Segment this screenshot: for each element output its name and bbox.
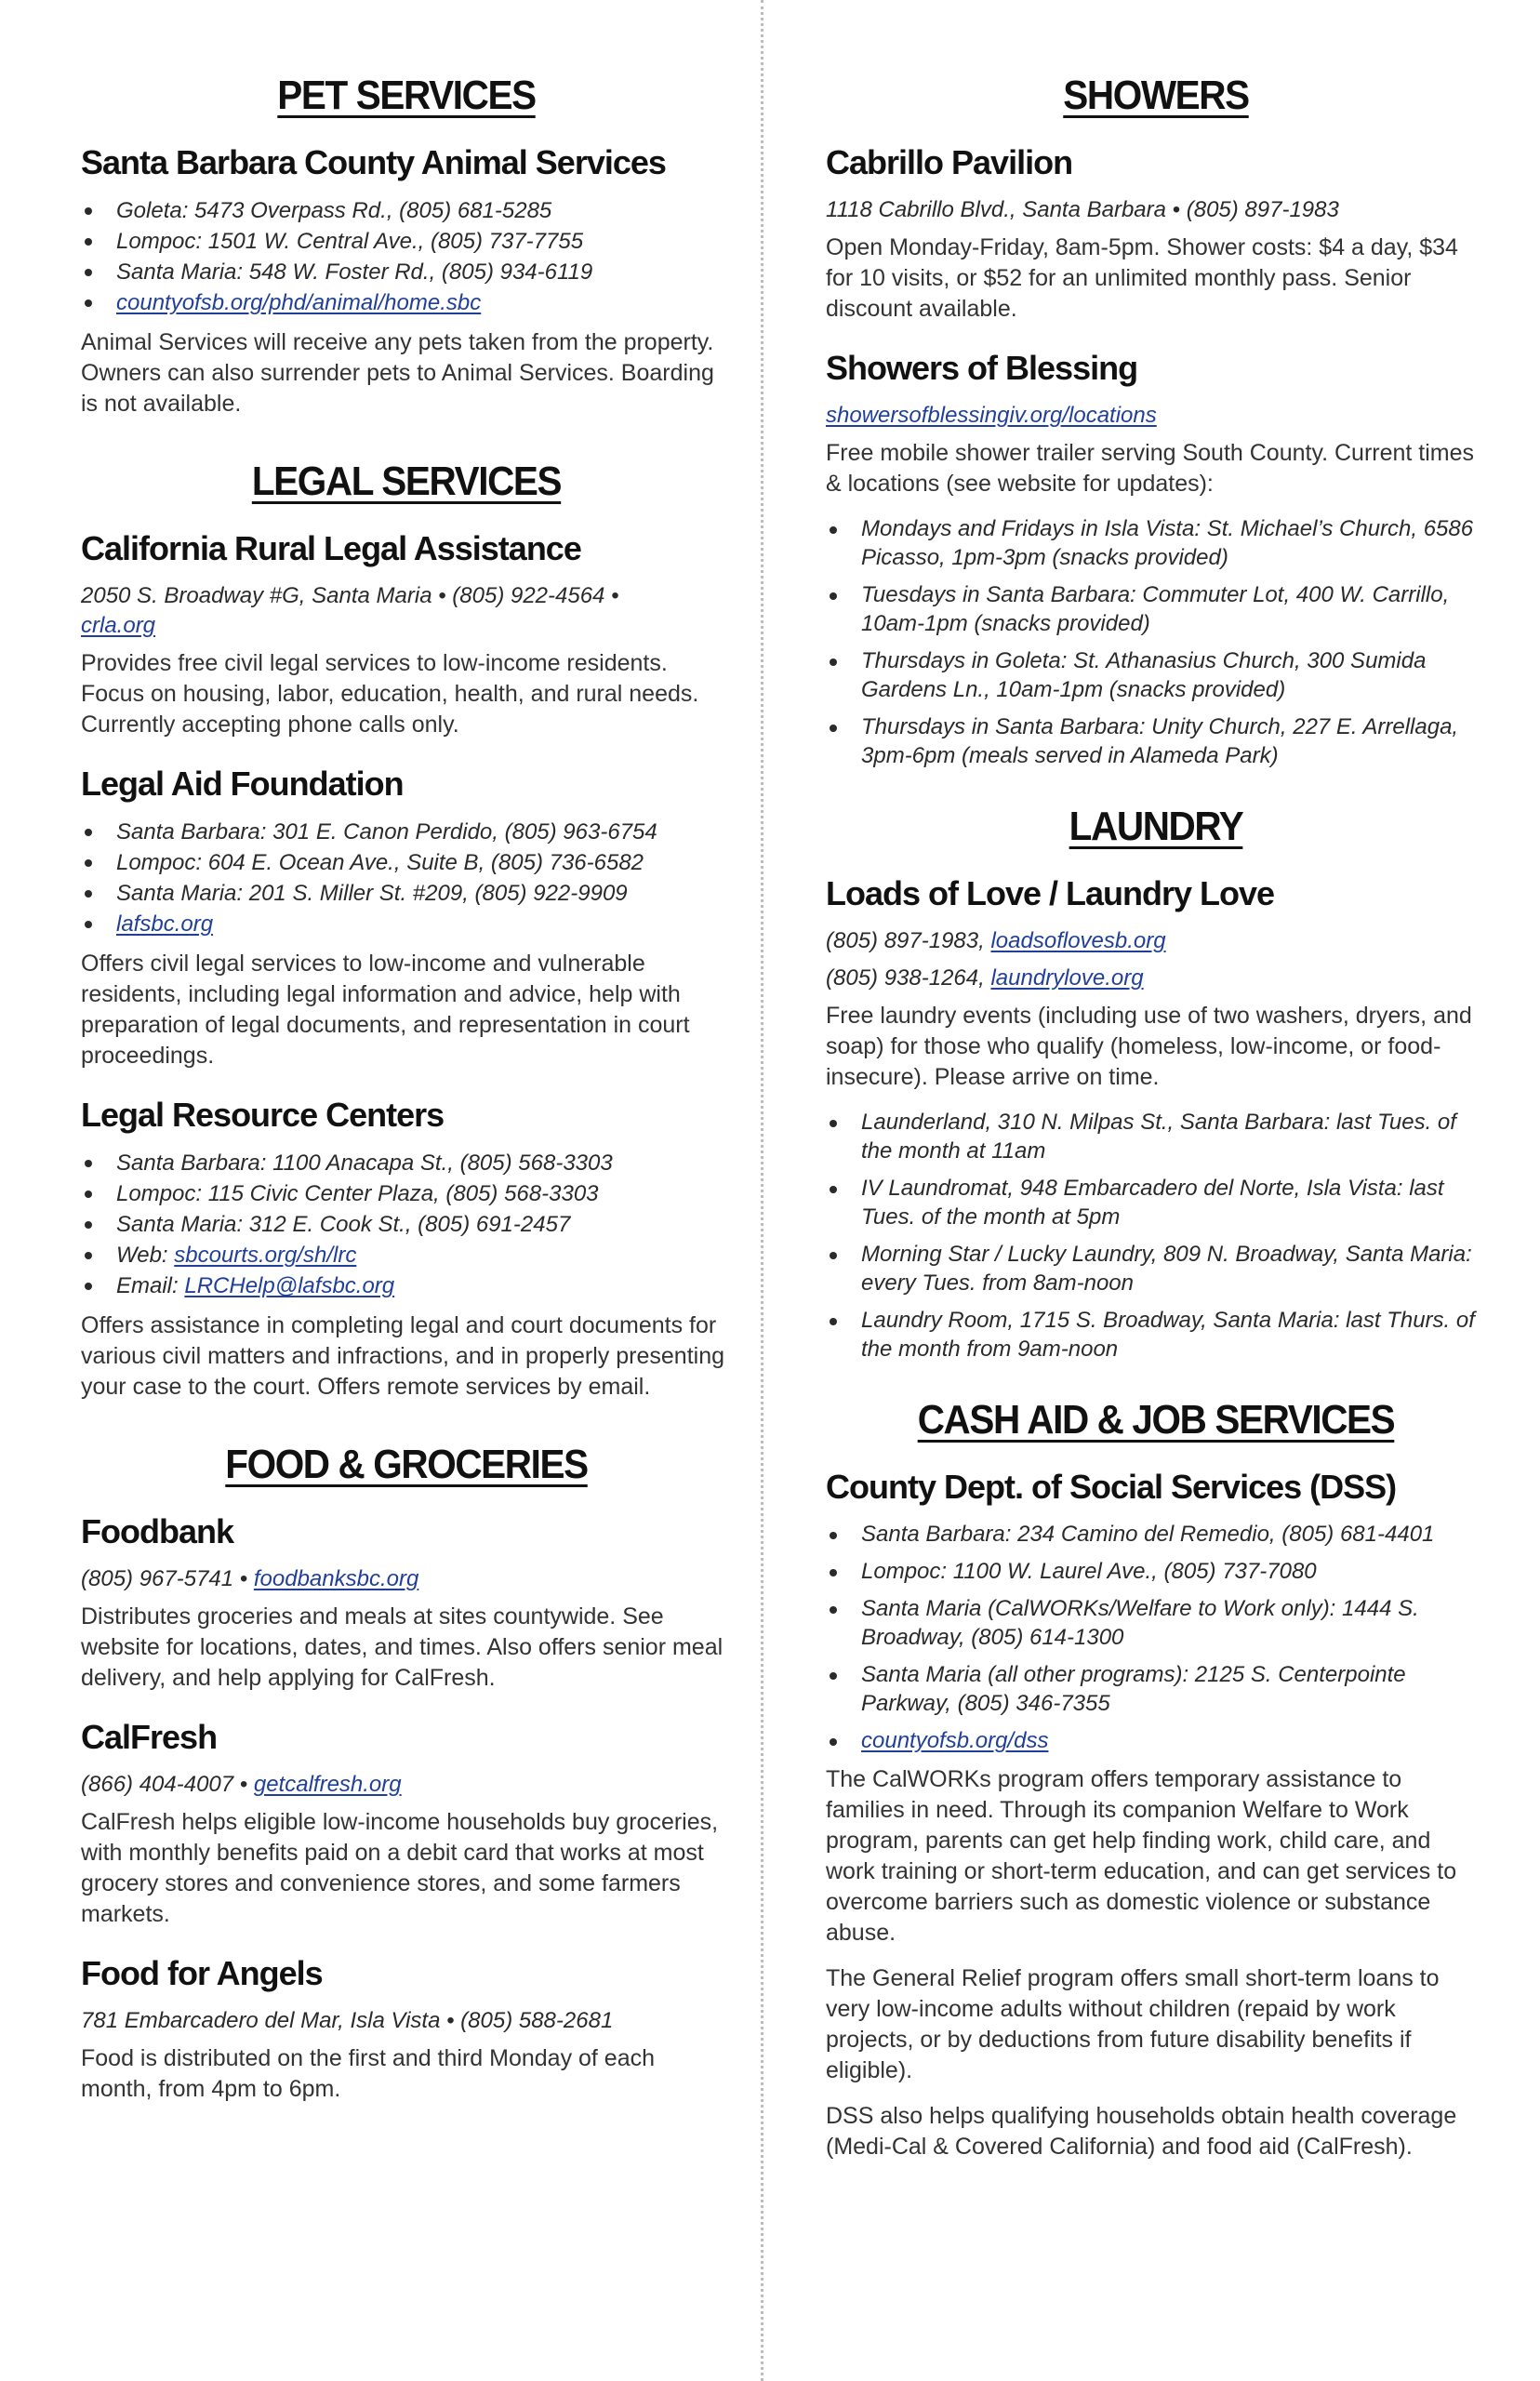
calfresh-phone: (866) 404-4007 • — [81, 1772, 254, 1797]
food-for-angels-address: 781 Embarcadero del Mar, Isla Vista • (805) 588-2681 — [81, 2008, 614, 2033]
section-title-showers: SHOWERS — [1063, 73, 1249, 118]
list-item: Lompoc: 604 E. Ocean Ave., Suite B, (805) 736-6582 — [81, 847, 732, 878]
lrc-web-link[interactable]: sbcourts.org/sh/lrc — [174, 1243, 357, 1268]
calfresh-link[interactable]: getcalfresh.org — [253, 1772, 402, 1797]
section-title-pet-services: PET SERVICES — [277, 73, 536, 118]
cabrillo-address: 1118 Cabrillo Blvd., Santa Barbara • (805) 897-1983 — [826, 197, 1339, 222]
list-item — [81, 909, 732, 939]
list-item — [81, 1240, 732, 1270]
loads-of-love-link[interactable]: loadsoflovesb.org — [990, 928, 1166, 953]
list-item: Santa Barbara: 301 E. Canon Perdido, (805) 963-6754 — [81, 817, 732, 847]
legal-aid-description: Offers civil legal services to low-income and vulnerable residents, including legal information and advice, help with preparation of legal documents, and representation in court proceedings. — [81, 951, 690, 1069]
blessing-link-row — [826, 401, 1486, 431]
entry-title-foodbank: Foodbank — [81, 1512, 233, 1550]
foodbank-link[interactable]: foodbanksbc.org — [253, 1566, 419, 1591]
email-label: Email: — [116, 1273, 185, 1298]
entry-title-food-for-angels: Food for Angels — [81, 1954, 323, 1992]
calfresh-description: CalFresh helps eligible low-income households buy groceries, with monthly benefits paid on a debit card that works at most grocery stores and convenience stores, and some farmers markets. — [81, 1809, 719, 1927]
section-title-food-groceries: FOOD & GROCERIES — [225, 1442, 588, 1487]
entry-title-calfresh: CalFresh — [81, 1718, 218, 1756]
list-item: Santa Maria (all other programs): 2125 S. Centerpointe Parkway, (805) 346-7355 — [826, 1660, 1486, 1718]
loads-contact-2 — [826, 964, 1486, 993]
list-item: Lompoc: 1100 W. Laurel Ave., (805) 737-7080 — [826, 1557, 1486, 1586]
list-item: IV Laundromat, 948 Embarcadero del Norte, Isla Vista: last Tues. of the month at 5pm — [826, 1174, 1486, 1231]
list-item — [81, 1270, 732, 1301]
animal-services-link[interactable]: countyofsb.org/phd/animal/home.sbc — [116, 290, 482, 315]
legal-resource-description: Offers assistance in completing legal and court documents for various civil matters and infractions, and in properly presenting your case to the court. Offers remote services by email. — [81, 1312, 725, 1400]
list-item: Santa Barbara: 234 Camino del Remedio, (805) 681-4401 — [826, 1520, 1486, 1549]
entry-title-loads-of-love: Loads of Love / Laundry Love — [826, 874, 1275, 912]
laundry-love-link[interactable]: laundrylove.org — [990, 965, 1144, 991]
legal-aid-link[interactable]: lafsbc.org — [116, 911, 214, 937]
list-item: Launderland, 310 N. Milpas St., Santa Barbara: last Tues. of the month at 11am — [826, 1108, 1486, 1165]
list-item: Thursdays in Goleta: St. Athanasius Church, 300 Sumida Gardens Ln., 10am-1pm (snacks provided) — [826, 646, 1486, 704]
list-item: Santa Maria: 312 E. Cook St., (805) 691-2457 — [81, 1209, 732, 1240]
entry-title-dss: County Dept. of Social Services (DSS) — [826, 1468, 1397, 1506]
loads-phone-2: (805) 938-1264, — [826, 965, 991, 991]
entry-title-crla: California Rural Legal Assistance — [81, 529, 581, 567]
section-title-cash-aid: CASH AID & JOB SERVICES — [917, 1397, 1395, 1443]
dss-health-description: DSS also helps qualifying households obtain health coverage (Medi-Cal & Covered California) and food aid (CalFresh). — [826, 2103, 1457, 2160]
lrc-email-link[interactable]: LRCHelp@lafsbc.org — [184, 1273, 395, 1298]
loads-contact-1 — [826, 926, 1486, 956]
calfresh-contact — [81, 1770, 732, 1800]
section-title-laundry: LAUNDRY — [1069, 804, 1243, 849]
list-item — [826, 1726, 1486, 1755]
entry-title-legal-aid-foundation: Legal Aid Foundation — [81, 765, 404, 803]
legal-aid-locations — [81, 817, 732, 939]
entry-title-animal-services: Santa Barbara County Animal Services — [81, 143, 666, 181]
column-divider — [761, 0, 763, 2381]
animal-services-locations — [81, 195, 732, 318]
foodbank-phone: (805) 967-5741 • — [81, 1566, 254, 1591]
calworks-description: The CalWORKs program offers temporary assistance to families in need. Through its companion Welfare to Work program, parents can get help finding work, child care, and work training or short-term education, and can get services to overcome barriers such as domestic violence or substance abuse. — [826, 1766, 1457, 1946]
general-relief-description: The General Relief program offers small short-term loans to very low-income adults without children (repaid by work projects, or by deductions from future disability benefits if eligible). — [826, 1965, 1440, 2083]
list-item: Santa Maria (CalWORKs/Welfare to Work only): 1444 S. Broadway, (805) 614-1300 — [826, 1594, 1486, 1652]
foodbank-contact — [81, 1564, 732, 1594]
list-item: Laundry Room, 1715 S. Broadway, Santa Maria: last Thurs. of the month from 9am-noon — [826, 1306, 1486, 1363]
crla-description: Provides free civil legal services to low-income residents. Focus on housing, labor, education, health, and rural needs. Currently accepting phone calls only. — [81, 650, 699, 738]
list-item — [81, 287, 732, 318]
section-title-legal-services: LEGAL SERVICES — [251, 459, 562, 504]
crla-address: 2050 S. Broadway #G, Santa Maria • (805) 922-4564 • — [81, 583, 619, 608]
legal-resource-locations — [81, 1148, 732, 1301]
list-item: Santa Maria: 201 S. Miller St. #209, (805) 922-9909 — [81, 878, 732, 909]
list-item: Morning Star / Lucky Laundry, 809 N. Broadway, Santa Maria: every Tues. from 8am-noon — [826, 1240, 1486, 1297]
loads-phone-1: (805) 897-1983, — [826, 928, 991, 953]
laundry-schedule — [826, 1108, 1486, 1363]
list-item: Santa Barbara: 1100 Anacapa St., (805) 568-3303 — [81, 1148, 732, 1178]
list-item: Santa Maria: 548 W. Foster Rd., (805) 934-6119 — [81, 257, 732, 287]
list-item: Lompoc: 1501 W. Central Ave., (805) 737-7755 — [81, 226, 732, 257]
food-for-angels-description: Food is distributed on the first and third Monday of each month, from 4pm to 6pm. — [81, 2045, 656, 2102]
cabrillo-description: Open Monday-Friday, 8am-5pm. Shower costs: $4 a day, $34 for 10 visits, or $52 for an unlimited monthly pass. Senior discount available. — [826, 234, 1458, 322]
crla-link[interactable]: crla.org — [81, 613, 156, 638]
web-label: Web: — [116, 1243, 175, 1268]
list-item: Lompoc: 115 Civic Center Plaza, (805) 568-3303 — [81, 1178, 732, 1209]
blessing-schedule — [826, 514, 1486, 770]
list-item: Goleta: 5473 Overpass Rd., (805) 681-5285 — [81, 195, 732, 226]
list-item: Tuesdays in Santa Barbara: Commuter Lot, 400 W. Carrillo, 10am-1pm (snacks provided) — [826, 580, 1486, 638]
list-item: Thursdays in Santa Barbara: Unity Church, 227 E. Arrellaga, 3pm-6pm (meals served in Alameda Park) — [826, 712, 1486, 770]
dss-link[interactable]: countyofsb.org/dss — [861, 1728, 1049, 1753]
loads-description: Free laundry events (including use of two washers, dryers, and soap) for those who qualify (homeless, low-income, or food-insecure). Please arrive on time. — [826, 1003, 1472, 1090]
showers-of-blessing-link[interactable]: showersofblessingiv.org/locations — [826, 403, 1157, 428]
dss-locations — [826, 1520, 1486, 1755]
foodbank-description: Distributes groceries and meals at sites countywide. See website for locations, dates, and times. Also offers senior meal delivery, and help applying for CalFresh. — [81, 1603, 724, 1691]
list-item: Mondays and Fridays in Isla Vista: St. Michael’s Church, 6586 Picasso, 1pm-3pm (snacks provided) — [826, 514, 1486, 572]
entry-title-legal-resource-centers: Legal Resource Centers — [81, 1096, 445, 1134]
right-column — [826, 73, 1486, 2177]
entry-title-showers-of-blessing: Showers of Blessing — [826, 349, 1138, 387]
blessing-description: Free mobile shower trailer serving South County. Current times & locations (see website for updates): — [826, 440, 1475, 497]
animal-services-description: Animal Services will receive any pets taken from the property. Owners can also surrender pets to Animal Services. Boarding is not available. — [81, 329, 714, 417]
entry-title-cabrillo-pavilion: Cabrillo Pavilion — [826, 143, 1073, 181]
left-column — [81, 73, 732, 2120]
crla-contact — [81, 581, 732, 641]
